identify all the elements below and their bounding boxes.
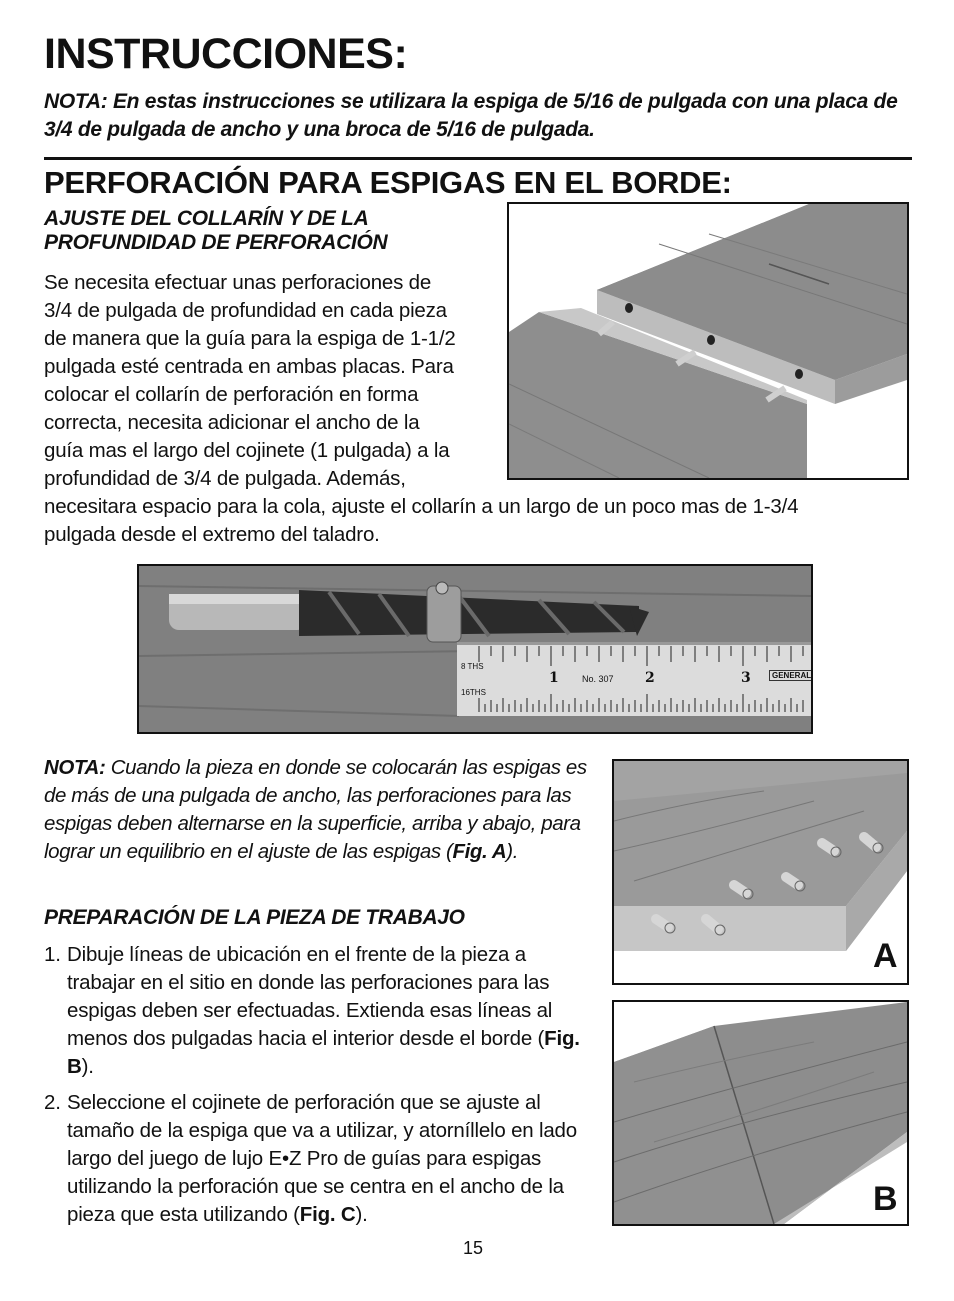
ruler-number: 1 xyxy=(549,670,559,686)
prep-steps xyxy=(44,941,592,1237)
step-number: 2. xyxy=(44,1091,61,1114)
paragraph-line: Se necesita efectuar unas perforaciones de xyxy=(44,271,432,294)
boards-dowels-photo xyxy=(507,202,909,480)
collar-heading xyxy=(44,207,387,255)
ruler-number: 2 xyxy=(645,670,655,686)
ruler-label-16ths: 16THS xyxy=(461,688,486,697)
ruler-brand: GENERAL xyxy=(769,670,813,681)
list-item xyxy=(44,1089,592,1229)
paragraph-line: de manera que la guía para la espiga de 1-1/2 xyxy=(44,327,456,350)
collar-heading-line1: AJUSTE DEL COLLARÍN Y DE LA xyxy=(44,207,369,230)
collar-heading-line2: PROFUNDIDAD DE PERFORACIÓN xyxy=(44,231,388,254)
collar-paragraph xyxy=(44,269,504,493)
section-title: PERFORACIÓN PARA ESPIGAS EN EL BORDE: xyxy=(44,165,732,200)
page-number: 15 xyxy=(463,1238,484,1258)
prep-heading: PREPARACIÓN DE LA PIEZA DE TRABAJO xyxy=(44,906,465,929)
collar-paragraph-continuation: necesitara espacio para la cola, ajuste el collarín a un largo de un poco mas de 1-3/4 pulgada desde el extremo del taladro. xyxy=(44,495,799,546)
paragraph-line: guía mas el largo del cojinete (1 pulgada) a la xyxy=(44,439,450,462)
ruler-model: No. 307 xyxy=(582,674,614,684)
note-label: NOTA: xyxy=(44,756,106,779)
step-text: Dibuje líneas de ubicación en el frente de la pieza a trabajar en el sitio en donde las perforaciones para las espigas deben ser efectuadas. Extienda esas líneas al menos dos pulgadas hacia el interior desde el borde ( xyxy=(67,943,553,1050)
paragraph-line: correcta, necesita adicionar el ancho de la xyxy=(44,411,420,434)
note-text: Cuando la pieza en donde se colocarán las espigas es de más de una pulgada de ancho, las perforaciones para las espigas deben alternarse en la superficie, arriba y abajo, para lograr un equilibrio en el ajuste de las espigas ( xyxy=(44,756,587,863)
figure-b xyxy=(612,1000,909,1226)
fig-c-reference: Fig. C xyxy=(299,1203,356,1226)
top-note: NOTA: En estas instrucciones se utilizara la espiga de 5/16 de pulgada con una placa de 3/4 de pulgada de ancho y una broca de 5/16 de pulgada. xyxy=(44,90,898,141)
paragraph-line: colocar el collarín de perforación en forma xyxy=(44,383,419,406)
note-dowel-alternate xyxy=(44,754,598,866)
note-end: ). xyxy=(506,840,518,863)
ruler-label-8ths: 8 THS xyxy=(461,662,484,671)
step-number: 1. xyxy=(44,943,61,966)
paragraph-line: 3/4 de pulgada de profundidad en cada pieza xyxy=(44,299,447,322)
paragraph-line: profundidad de 3/4 de pulgada. Además, xyxy=(44,467,406,490)
step-end: ). xyxy=(355,1203,368,1226)
section-divider xyxy=(44,157,912,160)
figure-b-label: B xyxy=(873,1180,898,1218)
page-title: INSTRUCCIONES: xyxy=(44,30,408,78)
fig-b-reference: Fig. B xyxy=(67,1027,580,1078)
figure-a-label: A xyxy=(873,937,898,975)
step-end: ). xyxy=(81,1055,94,1078)
drill-bit-ruler-photo xyxy=(137,564,813,734)
paragraph-line: pulgada esté centrada en ambas placas. Para xyxy=(44,355,454,378)
step-text: Seleccione el cojinete de perforación que se ajuste al tamaño de la espiga que va a utilizar, y atorníllelo en lado largo del juego de lujo E•Z Pro de guías para espigas utilizando la perforación que se centra en el ancho de la pieza que esta utilizando ( xyxy=(67,1091,577,1226)
figure-a xyxy=(612,759,909,985)
ruler-number: 3 xyxy=(741,670,751,686)
list-item xyxy=(44,941,592,1081)
fig-a-reference: Fig. A xyxy=(452,840,507,863)
